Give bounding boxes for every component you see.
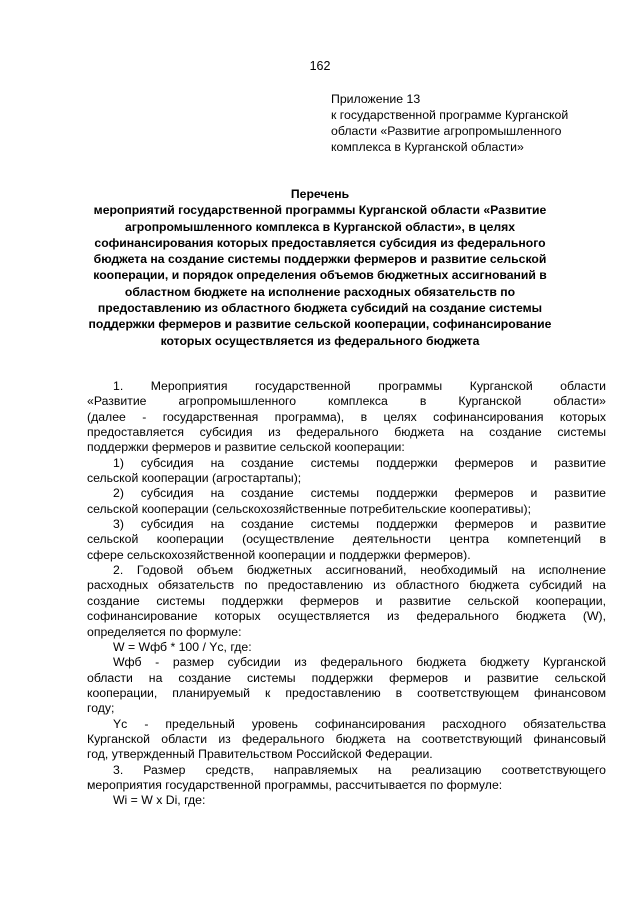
- body-line: Wi = W x Di, где:: [113, 793, 206, 808]
- body-line: 1. Мероприятия государственной программы Курганской области: [113, 379, 606, 393]
- body-line: сельской кооперации (сельскохозяйственные потребительские кооперативы);: [87, 501, 531, 516]
- body-line: 2. Годовой объем бюджетных ассигнований, необходимый на исполнение: [113, 563, 606, 578]
- body-line: 3. Размер средств, направляемых на реализацию соответствующего: [113, 762, 606, 777]
- body-line: софинансирование которых осуществляется из федерального бюджета (W),: [87, 609, 606, 624]
- body-line: сельской кооперации (осуществление деятельности центра компетенций в: [87, 532, 606, 547]
- body-line: Wфб - размер субсидии из федерального бюджета бюджету Курганской: [113, 655, 606, 670]
- body-line: 2) субсидия на создание системы поддержки фермеров и развитие: [113, 486, 606, 501]
- title-line: агропромышленного комплекса в Курганской области», в целях: [124, 219, 516, 234]
- body-text: [87, 379, 606, 809]
- title-line: бюджета на создание системы поддержки фермеров и развитие сельской: [93, 252, 547, 267]
- page-number: 162: [309, 59, 331, 73]
- appendix-caption: [331, 91, 631, 155]
- body-line: поддержки фермеров и развитие сельской кооперации:: [87, 440, 405, 455]
- body-line: сельской кооперации (агростартапы);: [87, 471, 302, 486]
- body-line: сфере сельскохозяйственной кооперации и поддержки фермеров).: [87, 547, 471, 562]
- body-line: создание системы поддержки фермеров и развитие сельской кооперации,: [87, 593, 606, 608]
- title-heading: Перечень: [290, 187, 350, 201]
- body-line: мероприятия государственной программы, рассчитывается по формуле:: [87, 777, 503, 792]
- document-title: [60, 186, 580, 349]
- appendix-line: к государственной программе Курганской: [331, 108, 569, 122]
- title-line: областном бюджете на исполнение расходных обязательств по: [124, 284, 516, 299]
- body-line: год, утвержденный Правительством Российской Федерации.: [87, 747, 433, 762]
- body-line: «Развитие агропромышленного комплекса в Курганской области»: [87, 394, 606, 409]
- body-line: определяется по формуле:: [87, 624, 242, 639]
- body-line: расходных обязательств по предоставлению из областного бюджета субсидий на: [87, 578, 606, 593]
- body-line: Курганской области из федерального бюджета на соответствующий финансовый: [87, 731, 606, 746]
- title-line: поддержки фермеров и развитие сельской кооперации, софинансирование: [88, 317, 552, 332]
- body-line: (далее - государственная программа), в целях софинансирования которых: [87, 409, 606, 424]
- title-line: кооперации, и порядок определения объемов бюджетных ассигнований в: [93, 268, 547, 283]
- body-line: году;: [87, 701, 115, 716]
- title-line: мероприятий государственной программы Курганской области «Развитие: [93, 203, 547, 218]
- title-line: которых осуществляется из федерального бюджета: [160, 333, 480, 348]
- title-line: предоставлению из областного бюджета субсидий на создание системы: [97, 301, 543, 316]
- title-line: софинансирования которых предоставляется субсидия из федерального: [94, 235, 546, 250]
- body-line: W = Wфб * 100 / Yc, где:: [113, 639, 252, 654]
- appendix-line: области «Развитие агропромышленного: [331, 124, 562, 138]
- appendix-line: комплекса в Курганской области»: [331, 140, 524, 154]
- body-line: предоставляется субсидия из федерального бюджета на создание системы: [87, 425, 606, 440]
- appendix-line: Приложение 13: [331, 92, 421, 106]
- body-line: 3) субсидия на создание системы поддержки фермеров и развитие: [113, 517, 606, 532]
- body-line: 1) субсидия на создание системы поддержки фермеров и развитие: [113, 455, 606, 470]
- body-line: Yc - предельный уровень софинансирования расходного обязательства: [113, 716, 606, 731]
- body-line: области на создание системы поддержки фермеров и развитие сельской: [87, 670, 606, 685]
- body-line: кооперации, планируемый к предоставлению в соответствующем финансовом: [87, 685, 606, 700]
